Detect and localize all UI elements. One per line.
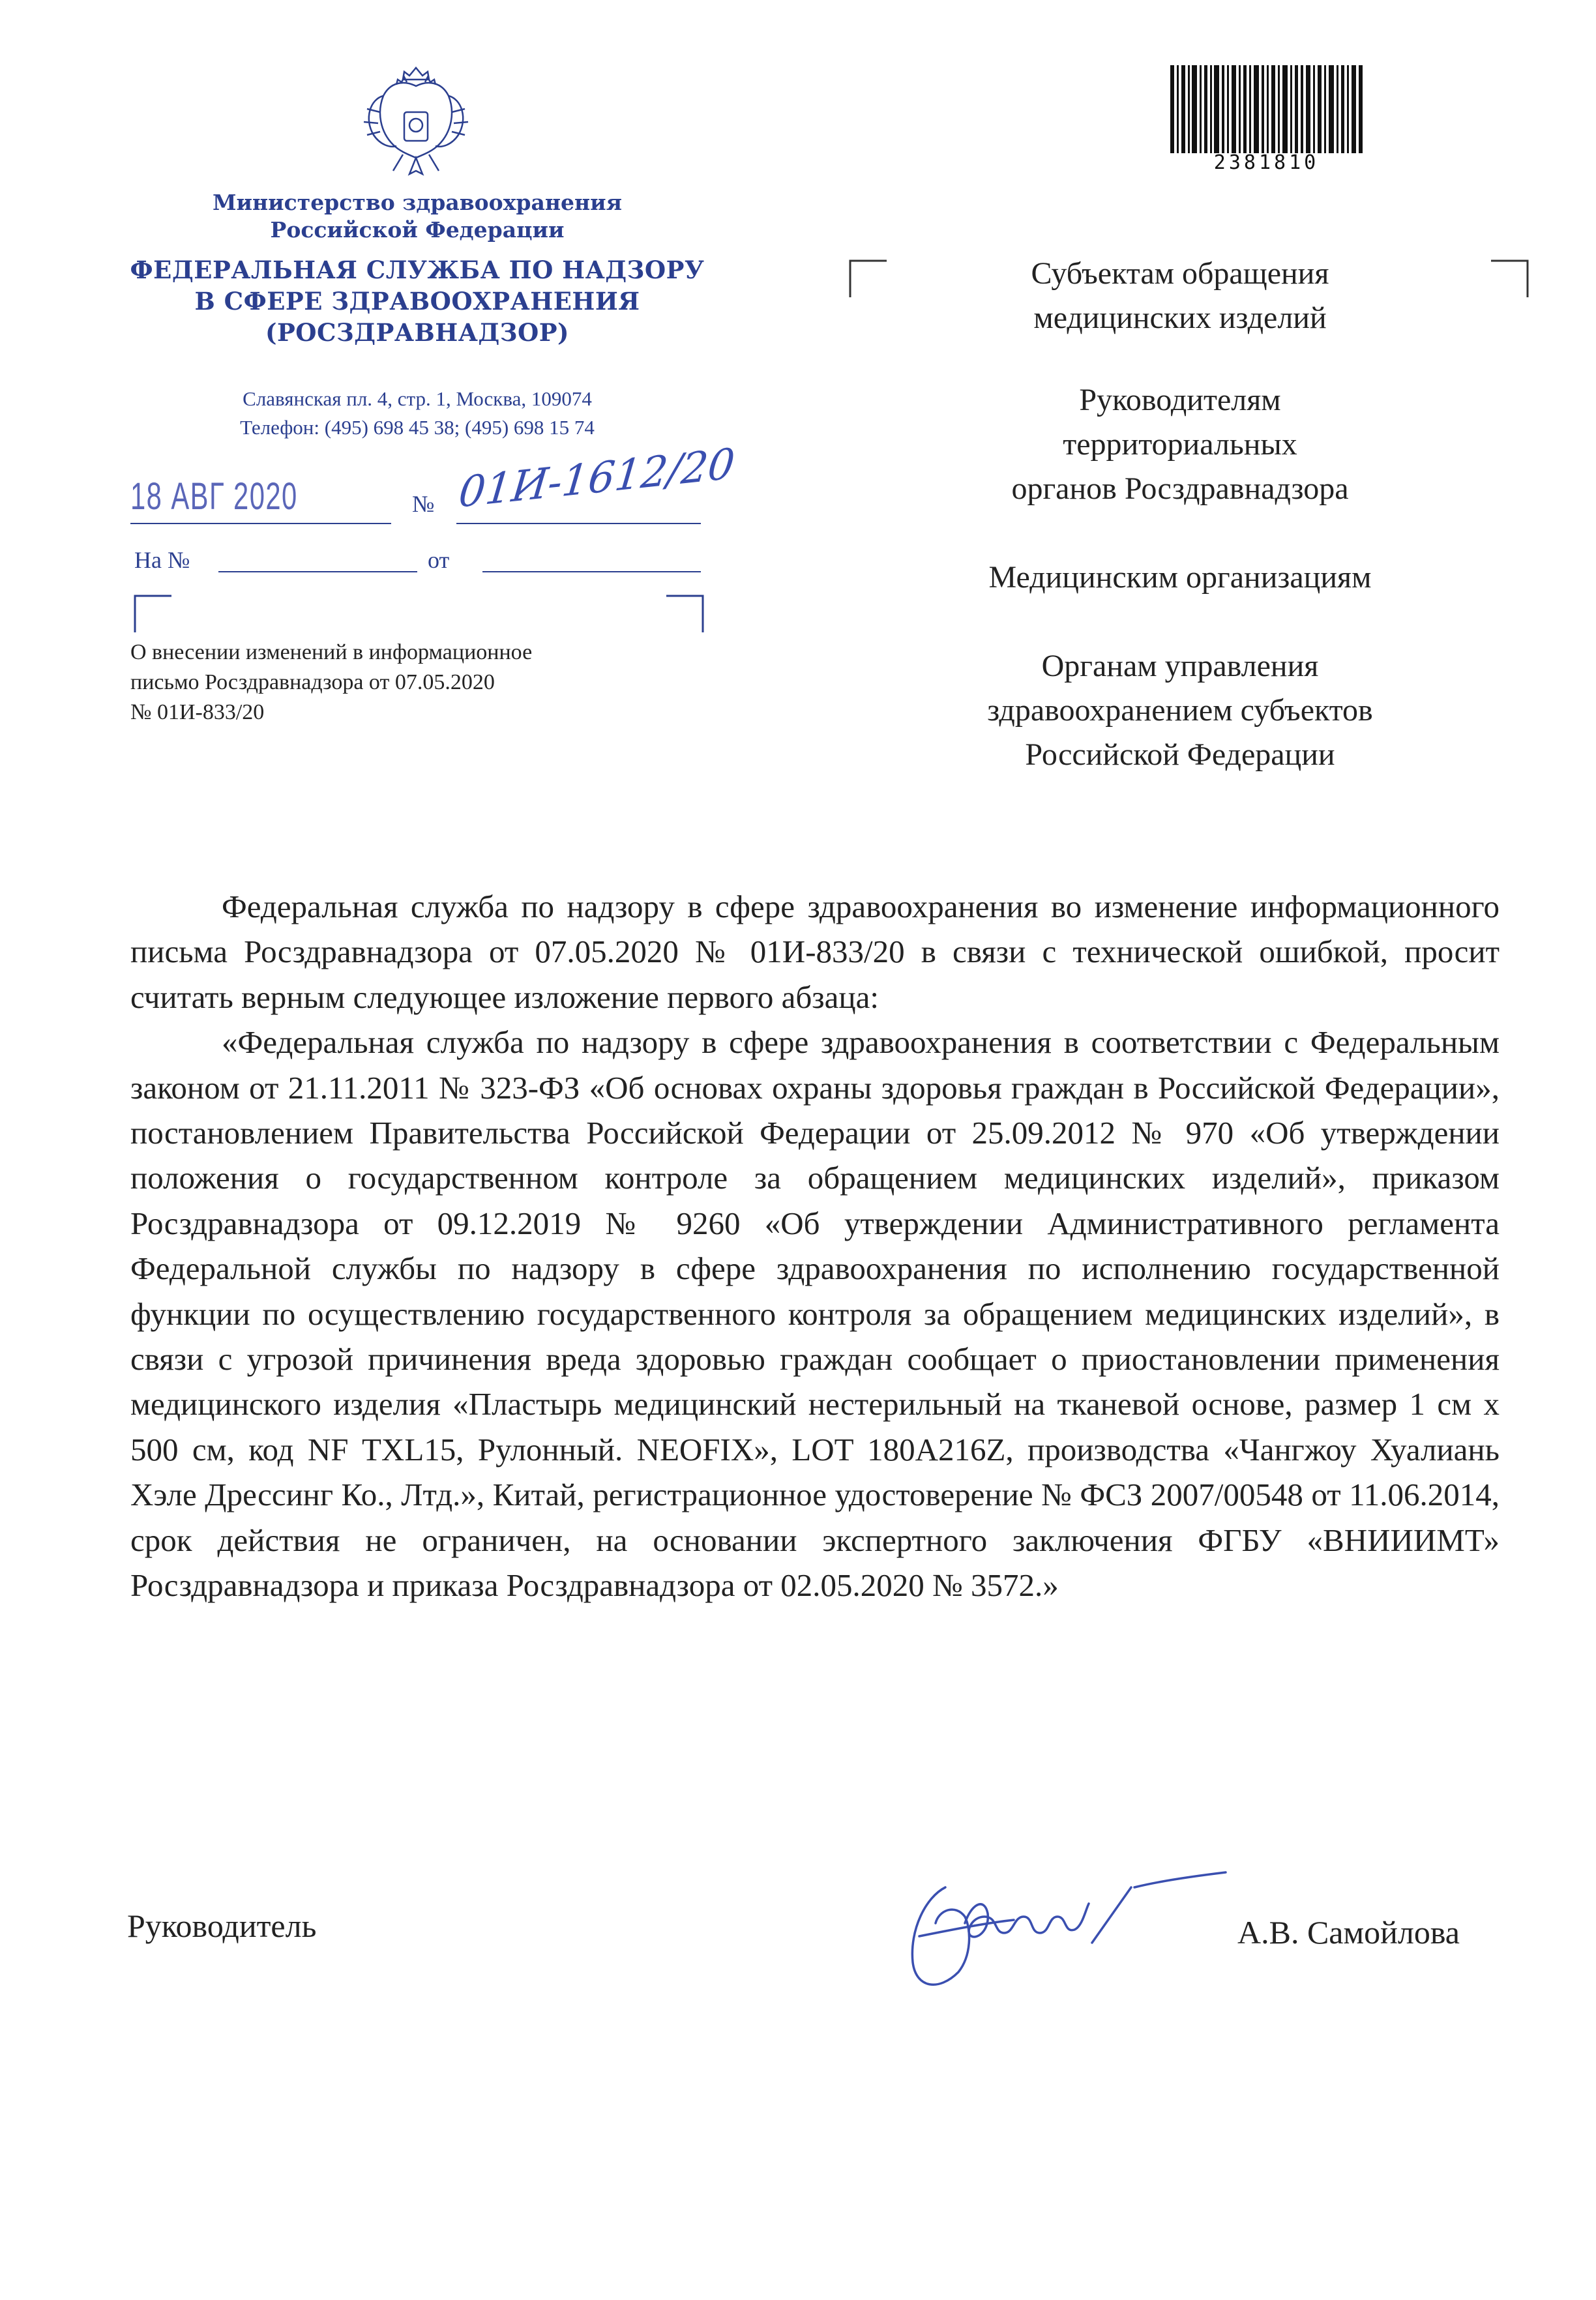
address-line: Телефон: (495) 698 45 38; (495) 698 15 74 — [240, 416, 595, 439]
addressee-line: Органам управления — [1041, 649, 1319, 683]
reply-number-underline — [218, 571, 417, 572]
addressee-line: Медицинским организациям — [988, 560, 1372, 595]
ministry-line: Министерство здравоохранения — [213, 190, 622, 215]
addressee-line: Российской Федерации — [1025, 737, 1335, 772]
handwritten-registration-number: 01И-1612/20 — [456, 439, 737, 518]
body-paragraph: «Федеральная служба по надзору в сфере здравоохранения в соответствии с Федеральным законом от 21.11.2011 № 323-ФЗ «Об основах охраны здоровья граждан в Российской Федерации», постановлением Правительства Российской Федерации от 25.09.2012 № 970 «Об утверждении положения о государственном контроле за обращением медицинских изделий», приказом Росздравнадзора от 09.12.2019 № 9260 «Об утверждении Административного регламента Федеральной службы по надзору в сфере здравоохранения по исполнению государственной функции по осуществлению государственного контроля за обращением медицинских изделий», в связи с угрозой причинения вреда здоровью граждан сообщает о приостановлении применения медицинского изделия «Пластырь медицинский нестерильный на тканевой основе, размер 1 см х 500 см, код NF TXL15, Рулонный. NEOFIX», LOT 180A216Z, производства «Чангжоу Хуалиань Хэле Дрессинг Ко., Лтд.», Китай, регистрационное удостоверение № ФСЗ 2007/00548 от 11.06.2014, срок действия не ограничен, на основании экспертного заключения ФГБУ «ВНИИИМТ» Росздравнадзора и приказа Росздравнадзора от 02.05.2020 № 3572.» — [130, 1024, 1500, 1604]
reply-from-label: от — [428, 547, 450, 573]
addressee-medical-device-subjects — [913, 252, 1447, 340]
service-line: ФЕДЕРАЛЬНАЯ СЛУЖБА ПО НАДЗОРУ — [130, 256, 705, 284]
addressee-line: территориальных — [1063, 427, 1297, 462]
addressee-health-authorities — [913, 644, 1447, 777]
service-line: В СФЕРЕ ЗДРАВООХРАНЕНИЯ — [194, 287, 640, 316]
addressee-bracket-top-left — [849, 259, 888, 299]
subject-line: письмо Росздравнадзора от 07.05.2020 — [130, 670, 495, 694]
barcode — [1170, 65, 1363, 153]
reply-to-label: На № — [134, 547, 190, 573]
addressee-line: органов Росздравнадзора — [1011, 471, 1349, 506]
addressee-territorial-heads — [913, 378, 1447, 511]
subject-line: О внесении изменений в информационное — [130, 640, 533, 664]
address-line: Славянская пл. 4, стр. 1, Москва, 109074 — [243, 387, 592, 410]
letter-body — [130, 884, 1500, 1608]
date-stamp: 18 АВГ 2020 — [130, 475, 298, 518]
service-address — [130, 385, 704, 442]
number-underline — [456, 523, 701, 524]
addressee-line: здравоохранением субъектов — [987, 693, 1373, 728]
signatory-name: А.В. Самойлова — [1237, 1914, 1460, 1951]
signatory-title: Руководитель — [127, 1908, 317, 1944]
addressee-line: медицинских изделий — [1033, 301, 1327, 335]
handwritten-signature — [874, 1825, 1265, 2021]
reply-date-underline — [482, 571, 701, 572]
service-line: (РОСЗДРАВНАДЗОР) — [265, 318, 570, 347]
coat-of-arms-emblem — [357, 60, 475, 190]
addressee-line: Руководителям — [1079, 383, 1281, 417]
date-underline — [130, 523, 391, 524]
corner-bracket-top-left — [134, 595, 173, 634]
ministry-line: Российской Федерации — [270, 217, 565, 243]
service-name — [111, 254, 724, 348]
barcode-number: 2381810 — [1213, 151, 1320, 174]
subject-line: № 01И-833/20 — [130, 700, 265, 724]
addressee-medical-organizations — [913, 555, 1447, 600]
addressee-line: Субъектам обращения — [1031, 256, 1329, 291]
corner-bracket-top-right — [665, 595, 704, 634]
body-paragraph: Федеральная служба по надзору в сфере здравоохранения во изменение информационного письма Росздравнадзора от 07.05.2020 № 01И-833/20 в связи с технической ошибкой, просит считать верным следующее изложение первого абзаца: — [130, 889, 1500, 1015]
ministry-name — [163, 189, 672, 244]
number-label: № — [412, 491, 435, 517]
addressee-bracket-top-right — [1490, 259, 1529, 299]
letter-subject — [130, 638, 652, 728]
